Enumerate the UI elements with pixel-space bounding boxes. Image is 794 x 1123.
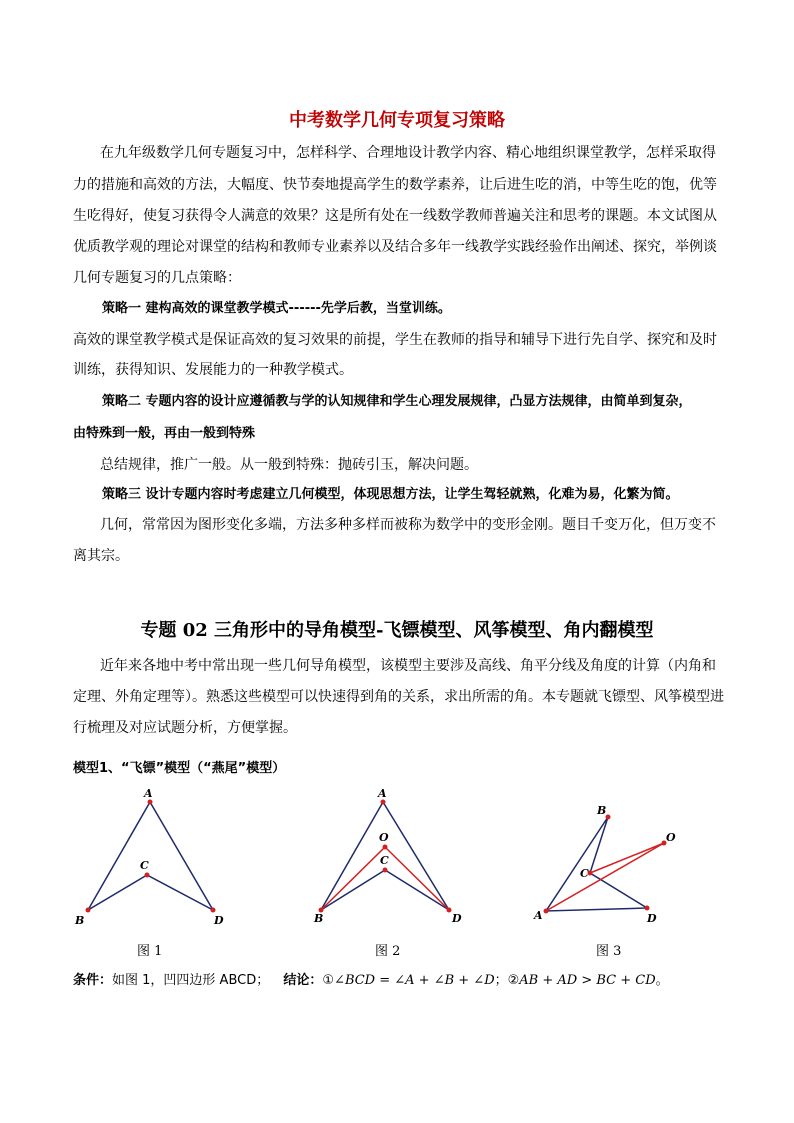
vertex-label-d: D: [452, 912, 462, 925]
strategy1-heading: 策略一 建构高效的课堂教学模式------先学后教，当堂训练。: [102, 301, 451, 316]
conclusion-2-formula: AB + AD > BC + CD: [519, 973, 656, 988]
intro-line: 在九年级数学几何专题复习中，怎样科学、合理地设计教学内容、精心地组织课堂教学，怎样采取得: [100, 145, 716, 161]
vertex-label-a: A: [534, 909, 543, 922]
figure-3-caption: 图 3: [596, 944, 622, 959]
figure-2: [305, 780, 475, 930]
vertex-label-a: A: [378, 787, 387, 800]
condition-label: 条件：: [73, 973, 113, 988]
vertex-label-d: D: [214, 914, 224, 927]
strategy2-heading: 由特殊到一般，再由一般到特殊: [73, 426, 256, 441]
model1-heading: 模型1、“飞镖”模型（“燕尾”模型）: [73, 761, 286, 776]
conclusion-1-prefix: ①: [322, 973, 335, 988]
vertex-label-d: D: [647, 912, 657, 925]
conclusion-separator: ；: [494, 973, 508, 988]
vertex-label-c: C: [140, 859, 149, 872]
figure-1-caption: 图 1: [137, 944, 163, 959]
conclusion-1-formula: ∠BCD = ∠A + ∠B + ∠D: [334, 973, 495, 988]
vertex-label-c: C: [380, 854, 389, 867]
topic-line: 近年来各地中考中常出现一些几何导角模型，该模型主要涉及高线、角平分线及角度的计算（内角和: [100, 658, 716, 674]
strategy1-line: 训练，获得知识、发展能力的一种教学模式。: [73, 362, 353, 378]
vertex-label-a: A: [144, 787, 153, 800]
vertex-label-o: O: [379, 831, 389, 844]
conclusion-2-prefix: ②: [507, 973, 520, 988]
topic-title: 专题 02 三角形中的导角模型-飞镖模型、风筝模型、角内翻模型: [140, 620, 654, 641]
figure-3: [530, 795, 700, 935]
strategy3-line: 几何，常常因为图形变化多端，方法多种多样而被称为数学中的变形金刚。题目千变万化，但万变不: [100, 517, 716, 533]
vertex-label-b: B: [75, 914, 85, 927]
vertex-label-c: C: [580, 867, 589, 880]
figure-1: [70, 780, 240, 930]
figure-2-caption: 图 2: [375, 944, 401, 959]
strategy2-heading: 策略二 专题内容的设计应遵循教与学的认知规律和学生心理发展规律，凸显方法规律，由简单到复杂，: [102, 394, 692, 409]
strategy1-line: 高效的课堂教学模式是保证高效的复习效果的前提，学生在教师的指导和辅导下进行先自学、探究和及时: [73, 332, 717, 348]
strategy3-heading: 策略三 设计专题内容时考虑建立几何模型，体现思想方法，让学生驾轻就熟，化难为易，化繁为简。: [102, 487, 679, 502]
condition-text: 如图 1，凹四边形 ABCD；: [112, 973, 270, 988]
strategy3-line: 离其宗。: [73, 548, 129, 564]
intro-line: 生吃得好，使复习获得令人满意的效果？这是所有处在一线数学教师普遍关注和思考的课题。本文试图从: [73, 208, 717, 224]
intro-line: 优质教学观的理论对课堂的结构和教师专业素养以及结合多年一线教学实践经验作出阐述、探究，举例谈: [73, 239, 717, 255]
topic-line: 定理、外角定理等）。熟悉这些模型可以快速得到角的关系，求出所需的角。本专题就飞镖型、风筝模型进: [73, 689, 724, 705]
intro-line: 几何专题复习的几点策略：: [73, 270, 241, 286]
strategy2-text: 总结规律，推广一般。从一般到特殊：抛砖引玉，解决问题。: [100, 457, 478, 473]
vertex-label-b: B: [314, 912, 324, 925]
intro-line: 力的措施和高效的方法，大幅度、快节奏地提高学生的数学素养，让后进生吃的消，中等生吃的饱，优等: [73, 177, 717, 193]
vertex-label-o: O: [666, 831, 676, 844]
condition-conclusion-line: [73, 971, 669, 991]
vertex-label-b: B: [597, 804, 607, 817]
topic-line: 行梳理及对应试题分析，方便掌握。: [73, 720, 297, 736]
conclusion-label: 结论：: [283, 973, 323, 988]
conclusion-end: 。: [655, 973, 669, 988]
page-title: 中考数学几何专项复习策略: [289, 110, 505, 131]
